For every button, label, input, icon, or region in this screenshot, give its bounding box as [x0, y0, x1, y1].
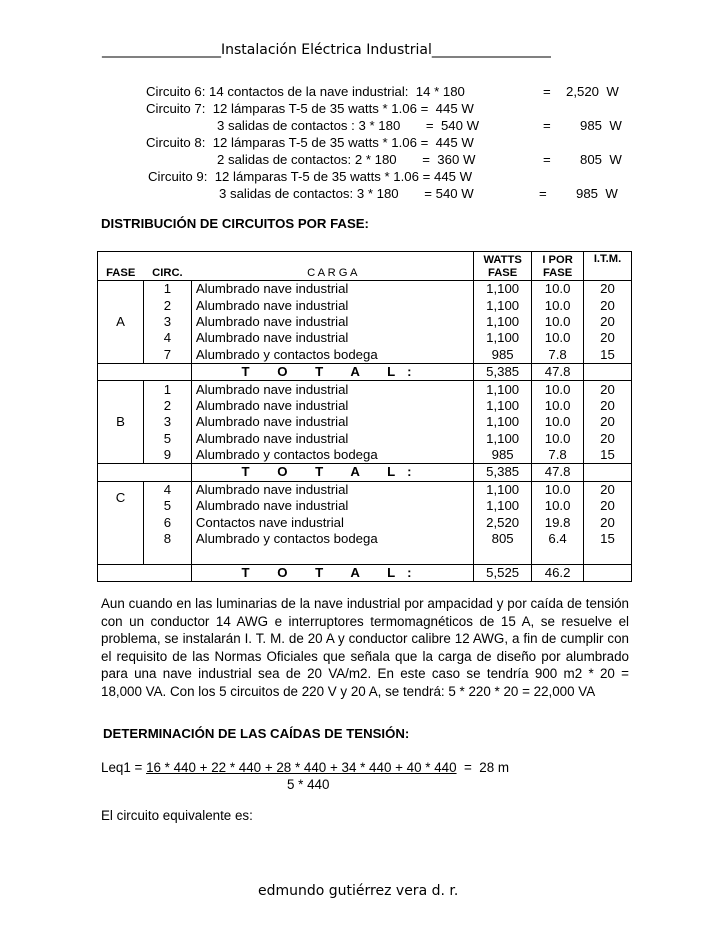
section-title-distribution: DISTRIBUCIÓN DE CIRCUITOS POR FASE:: [101, 216, 369, 231]
cell-ipor: 10.0: [532, 281, 584, 298]
total-row-c: [98, 564, 632, 581]
cell-carga: Alumbrado nave industrial: [191, 281, 473, 298]
cell-ipor: 10.0: [532, 381, 584, 398]
header-circ: CIRC.: [143, 252, 191, 281]
cell-itm: 20: [584, 381, 632, 398]
empty-cell: [474, 547, 532, 564]
cell-carga: Alumbrado nave industrial: [191, 330, 473, 346]
cell-carga: Alumbrado nave industrial: [191, 381, 473, 398]
cell-watts: 1,100: [474, 281, 532, 298]
header-carga: C A R G A: [191, 252, 473, 281]
cell-watts: 1,100: [474, 398, 532, 414]
total-watts: 5,525: [474, 564, 532, 581]
leq-equation: [101, 760, 509, 775]
total-row-a: [98, 363, 632, 380]
fase-label-b: B: [98, 381, 144, 464]
cell-ipor: 19.8: [532, 514, 584, 530]
table-row: [98, 314, 632, 330]
table-row: [98, 431, 632, 447]
circuit-6-line: Circuito 6: 14 contactos de la nave industrial: 14 * 180: [146, 84, 465, 99]
cell-itm: 20: [584, 514, 632, 530]
table-row: [98, 447, 632, 464]
circuit-8-result: 805 W: [580, 152, 622, 167]
cell-circ: 1: [143, 381, 191, 398]
cell-watts: 1,100: [474, 381, 532, 398]
cell-circ: 2: [143, 398, 191, 414]
empty-cell: [532, 547, 584, 564]
total-label: T O T A L:: [191, 464, 473, 481]
cell-circ: 6: [143, 514, 191, 530]
circuit-7-eq: =: [543, 118, 551, 133]
cell-watts: 1,100: [474, 414, 532, 430]
page-footer: edmundo gutiérrez vera d. r.: [258, 883, 459, 899]
empty-cell: [143, 547, 191, 564]
circuit-6-eq: =: [543, 84, 551, 99]
table-row: [98, 514, 632, 530]
circuit-7-result: 985 W: [580, 118, 622, 133]
cell-circ: 3: [143, 314, 191, 330]
leq-denominator: 5 * 440: [287, 777, 330, 792]
phase-distribution-table: [97, 251, 632, 582]
header-watts: WATTS FASE: [474, 252, 532, 281]
table-row: [98, 281, 632, 298]
cell-ipor: 10.0: [532, 330, 584, 346]
fase-label-a: A: [98, 281, 144, 364]
cell-itm: 20: [584, 398, 632, 414]
empty-cell: [98, 564, 144, 581]
cell-carga: Alumbrado nave industrial: [191, 481, 473, 498]
empty-cell: [191, 547, 473, 564]
empty-cell: [143, 464, 191, 481]
cell-itm: 20: [584, 314, 632, 330]
empty-cell: [584, 564, 632, 581]
cell-carga: Alumbrado y contactos bodega: [191, 347, 473, 364]
table-row: [98, 481, 632, 498]
total-label: T O T A L:: [191, 564, 473, 581]
circuit-9-result: 985 W: [576, 186, 618, 201]
cell-carga: Alumbrado nave industrial: [191, 414, 473, 430]
empty-cell: [584, 464, 632, 481]
cell-circ: 3: [143, 414, 191, 430]
cell-carga: Alumbrado nave industrial: [191, 297, 473, 313]
table-row: [98, 414, 632, 430]
cell-watts: 1,100: [474, 297, 532, 313]
table-row: [98, 498, 632, 514]
empty-cell: [584, 363, 632, 380]
cell-watts: 1,100: [474, 314, 532, 330]
cell-ipor: 7.8: [532, 447, 584, 464]
section-title-voltage-drop: DETERMINACIÓN DE LAS CAÍDAS DE TENSIÓN:: [103, 726, 410, 741]
spacer-row: [98, 547, 632, 564]
cell-circ: 1: [143, 281, 191, 298]
header-itm: I.T.M.: [584, 252, 632, 281]
cell-circ: 7: [143, 347, 191, 364]
total-ipor: 47.8: [532, 464, 584, 481]
total-ipor: 47.8: [532, 363, 584, 380]
cell-watts: 805: [474, 531, 532, 547]
cell-ipor: 10.0: [532, 431, 584, 447]
total-watts: 5,385: [474, 464, 532, 481]
cell-carga: Alumbrado y contactos bodega: [191, 447, 473, 464]
cell-carga: Contactos nave industrial: [191, 514, 473, 530]
cell-itm: 20: [584, 414, 632, 430]
cell-itm: 20: [584, 431, 632, 447]
cell-watts: 1,100: [474, 498, 532, 514]
cell-carga: Alumbrado nave industrial: [191, 498, 473, 514]
circuit-equivalent-text: El circuito equivalente es:: [101, 808, 253, 823]
leq-result: = 28 m: [456, 760, 510, 775]
cell-circ: 4: [143, 330, 191, 346]
cell-carga: Alumbrado nave industrial: [191, 314, 473, 330]
table-row: [98, 347, 632, 364]
header-fase: FASE: [98, 252, 144, 281]
total-watts: 5,385: [474, 363, 532, 380]
table-row: [98, 330, 632, 346]
circuit-8-eq: =: [543, 152, 551, 167]
circuit-7-line: Circuito 7: 12 lámparas T-5 de 35 watts * 1.06 = 445 W: [146, 101, 474, 116]
leq-prefix: Leq1 =: [101, 760, 147, 775]
cell-watts: 1,100: [474, 481, 532, 498]
cell-watts: 1,100: [474, 431, 532, 447]
total-ipor: 46.2: [532, 564, 584, 581]
cell-circ: 8: [143, 531, 191, 547]
table-row: [98, 531, 632, 547]
cell-circ: 5: [143, 498, 191, 514]
cell-itm: 20: [584, 297, 632, 313]
cell-itm: 15: [584, 447, 632, 464]
leq-numerator: 16 * 440 + 22 * 440 + 28 * 440 + 34 * 440 + 40 * 440: [146, 760, 457, 775]
cell-itm: 20: [584, 481, 632, 498]
fase-label-c: C: [98, 481, 144, 564]
cell-itm: 20: [584, 281, 632, 298]
cell-itm: 20: [584, 498, 632, 514]
cell-circ: 4: [143, 481, 191, 498]
circuit-8-line: Circuito 8: 12 lámparas T-5 de 35 watts * 1.06 = 445 W: [146, 135, 474, 150]
empty-cell: [143, 564, 191, 581]
header-ipor: I POR FASE: [532, 252, 584, 281]
cell-carga: Alumbrado y contactos bodega: [191, 531, 473, 547]
empty-cell: [584, 547, 632, 564]
total-label: T O T A L:: [191, 363, 473, 380]
circuit-9-line: Circuito 9: 12 lámparas T-5 de 35 watts * 1.06 = 445 W: [148, 169, 473, 184]
table-header-row: [98, 252, 632, 281]
cell-ipor: 10.0: [532, 314, 584, 330]
circuit-8-sub-line: 2 salidas de contactos: 2 * 180 = 360 W: [217, 152, 476, 167]
table-row: [98, 297, 632, 313]
cell-watts: 2,520: [474, 514, 532, 530]
cell-itm: 20: [584, 330, 632, 346]
cell-ipor: 10.0: [532, 398, 584, 414]
cell-ipor: 10.0: [532, 297, 584, 313]
cell-carga: Alumbrado nave industrial: [191, 431, 473, 447]
page-header: _________________Instalación Eléctrica Industrial_________________: [102, 42, 551, 58]
empty-cell: [143, 363, 191, 380]
cell-watts: 1,100: [474, 330, 532, 346]
empty-cell: [98, 464, 144, 481]
circuit-9-sub-line: 3 salidas de contactos: 3 * 180 = 540 W: [219, 186, 474, 201]
table-row: [98, 381, 632, 398]
cell-circ: 5: [143, 431, 191, 447]
circuit-6-result: 2,520 W: [566, 84, 619, 99]
circuit-7-sub-line: 3 salidas de contactos : 3 * 180 = 540 W: [217, 118, 480, 133]
cell-ipor: 10.0: [532, 498, 584, 514]
table-row: [98, 398, 632, 414]
cell-ipor: 6.4: [532, 531, 584, 547]
cell-ipor: 7.8: [532, 347, 584, 364]
total-row-b: [98, 464, 632, 481]
cell-itm: 15: [584, 531, 632, 547]
cell-ipor: 10.0: [532, 414, 584, 430]
cell-watts: 985: [474, 347, 532, 364]
cell-circ: 2: [143, 297, 191, 313]
cell-watts: 985: [474, 447, 532, 464]
cell-carga: Alumbrado nave industrial: [191, 398, 473, 414]
circuit-9-eq: =: [539, 186, 547, 201]
cell-circ: 9: [143, 447, 191, 464]
cell-ipor: 10.0: [532, 481, 584, 498]
explanation-paragraph: Aun cuando en las luminarias de la nave industrial por ampacidad y por caída de tensión con un conductor 14 AWG e interruptores termomagnéticos de 15 A, se resuelve el problema, se instalarán I. T. M. de 20 A y conductor calibre 12 AWG, a fin de cumplir con el requisito de las Normas Oficiales que señala que la carga de diseño por alumbrado para una nave industrial sea de 20 VA/m2. En este caso se tendría 900 m2 * 20 = 18,000 VA. Con los 5 circuitos de 220 V y 20 A, se tendrá: 5 * 220 * 20 = 22,000 VA: [101, 596, 629, 699]
cell-itm: 15: [584, 347, 632, 364]
empty-cell: [98, 363, 144, 380]
